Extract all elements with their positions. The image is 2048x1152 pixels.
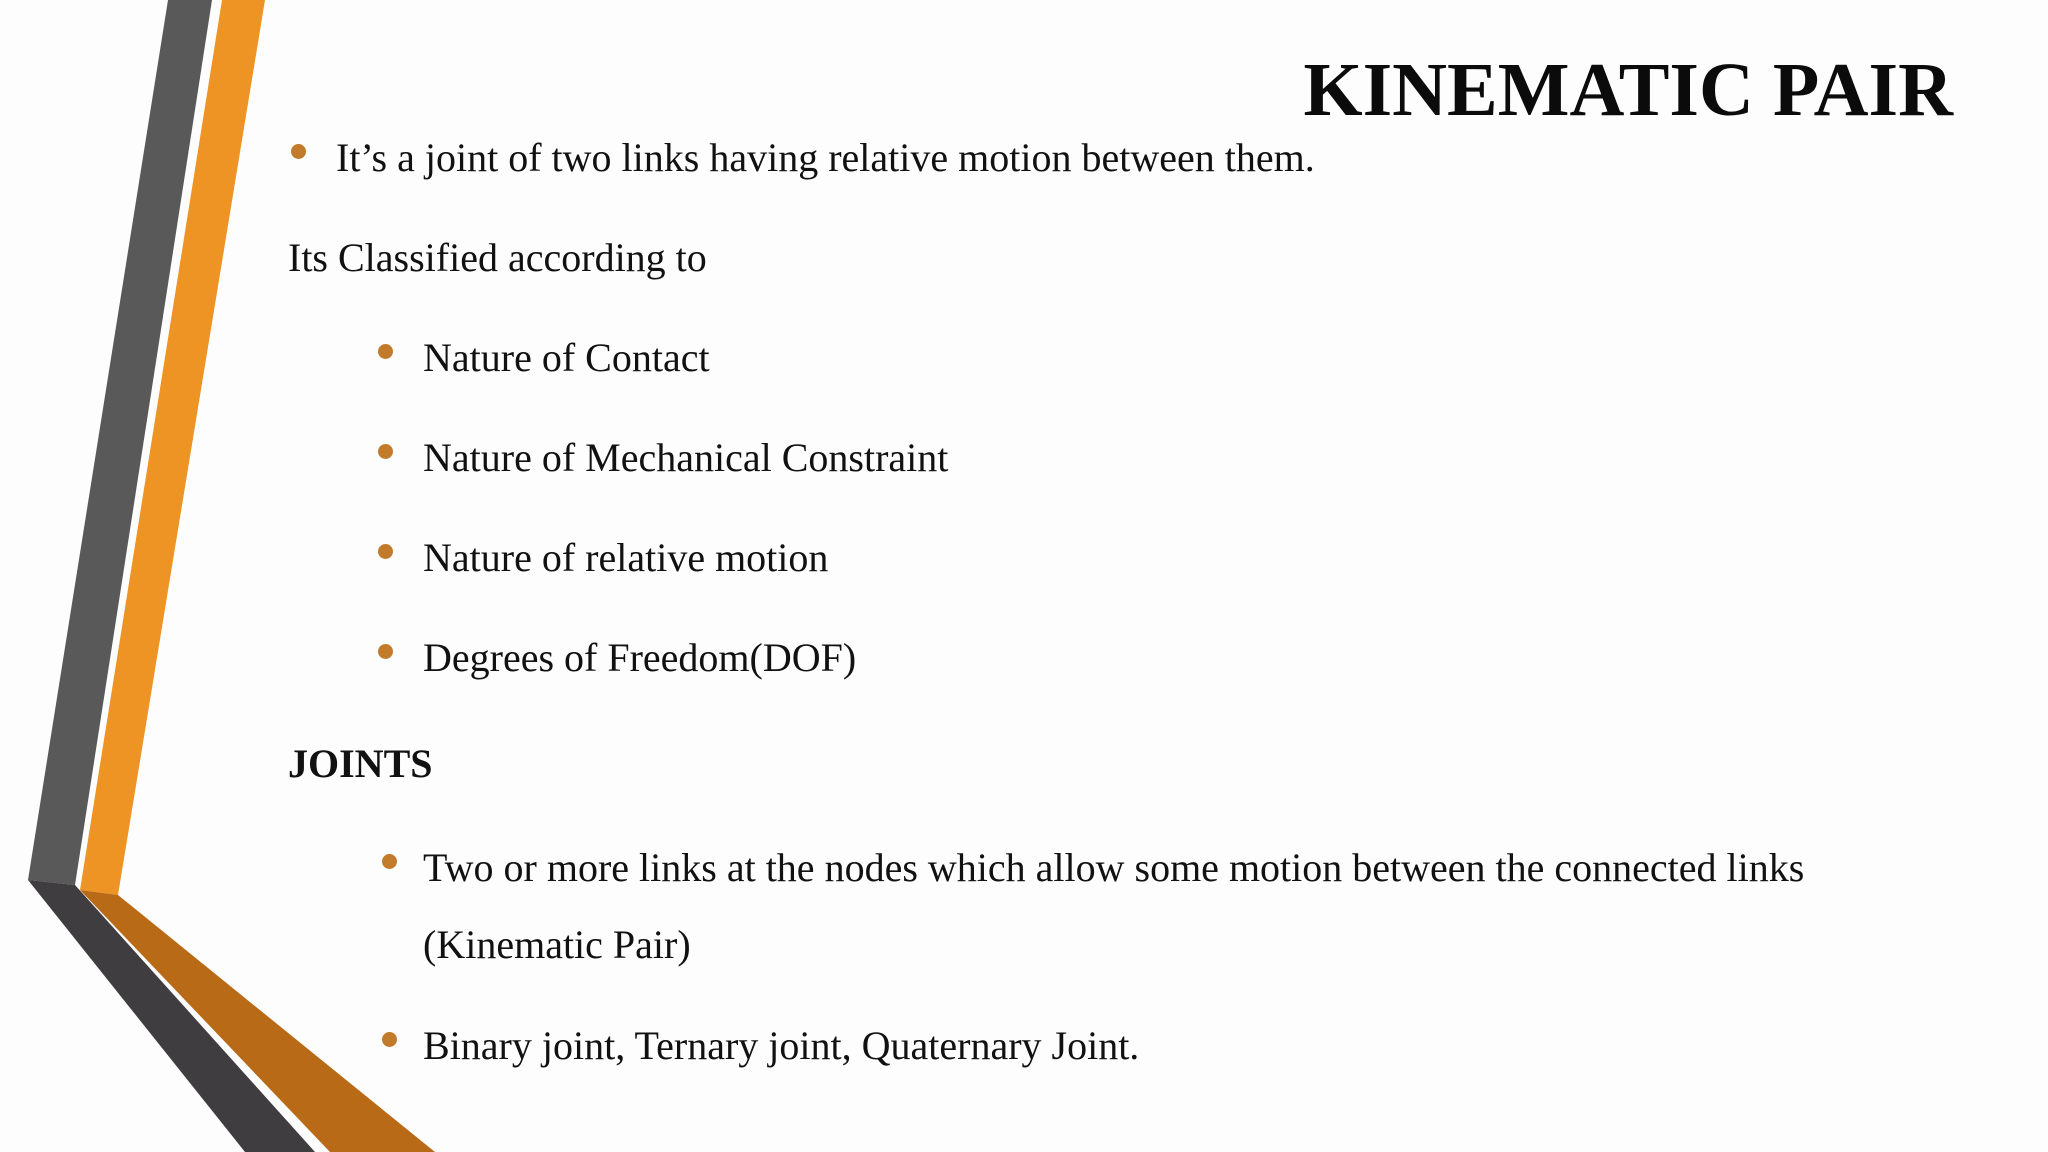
joints-item-line1: Two or more links at the nodes which allow some motion between the connected links bbox=[423, 845, 1805, 890]
bullet-definition bbox=[291, 144, 306, 159]
classification-item: Degrees of Freedom(DOF) bbox=[423, 635, 857, 680]
bullet-joints-1 bbox=[382, 854, 397, 869]
joints-heading: JOINTS bbox=[288, 741, 433, 786]
bullet-classification-3 bbox=[378, 544, 393, 559]
gray-stripe-lower bbox=[28, 880, 315, 1152]
bullet-classification-1 bbox=[378, 344, 393, 359]
classification-item: Nature of Mechanical Constraint bbox=[423, 435, 949, 480]
joints-item-line2: (Kinematic Pair) bbox=[423, 922, 691, 967]
classification-item: Nature of relative motion bbox=[423, 535, 829, 580]
bullet-classification-4 bbox=[378, 644, 393, 659]
bullet-joints-2 bbox=[382, 1032, 397, 1047]
classification-item: Nature of Contact bbox=[423, 335, 710, 380]
joints-item-line1: Binary joint, Ternary joint, Quaternary Joint. bbox=[423, 1023, 1140, 1068]
definition-text: It’s a joint of two links having relative motion between them. bbox=[336, 135, 1315, 180]
classified-intro-text: Its Classified according to bbox=[288, 235, 707, 280]
bullet-classification-2 bbox=[378, 444, 393, 459]
slide-title: KINEMATIC PAIR bbox=[1303, 48, 1953, 132]
